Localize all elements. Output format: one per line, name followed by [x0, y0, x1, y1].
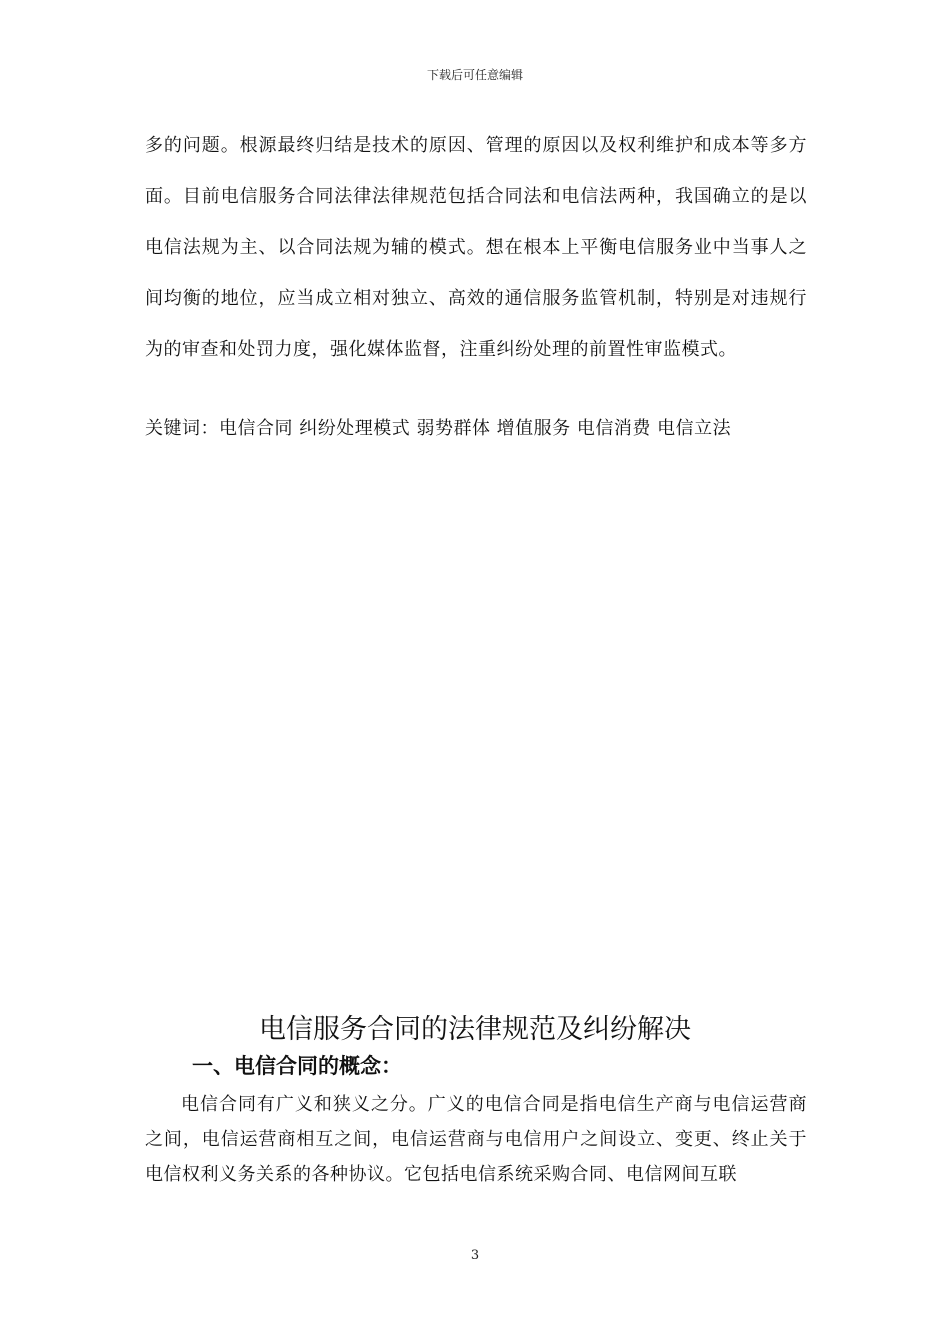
section-paragraph: 电信合同有广义和狭义之分。广义的电信合同是指电信生产商与电信运营商之间，电信运营商相互之间，电信运营商与电信用户之间设立、变更、终止关于电信权利义务关系的各种协议。它包括电信系统采购合同、电信网间互联 [145, 1094, 807, 1185]
header-note: 下载后可任意编辑 [426, 68, 523, 82]
keywords-line: 关键词：电信合同 纠纷处理模式 弱势群体 增值服务 电信消费 电信立法 [145, 418, 732, 439]
section-heading: 一、电信合同的概念： [192, 1054, 402, 1078]
abstract-paragraph: 多的问题。根源最终归结是技术的原因、管理的原因以及权利维护和成本等多方面。目前电信服务合同法律法律规范包括合同法和电信法两种，我国确立的是以电信法规为主、以合同法规为辅的模式。想在根本上平衡电信服务业中当事人之间均衡的地位，应当成立相对独立、高效的通信服务监管机制，特别是对违规行为的审查和处罚力度，强化媒体监督，注重纠纷处理的前置性审监模式。 [145, 135, 807, 360]
document-title: 电信服务合同的法律规范及纠纷解决 [259, 1014, 691, 1045]
page-number: 3 [470, 1248, 480, 1263]
